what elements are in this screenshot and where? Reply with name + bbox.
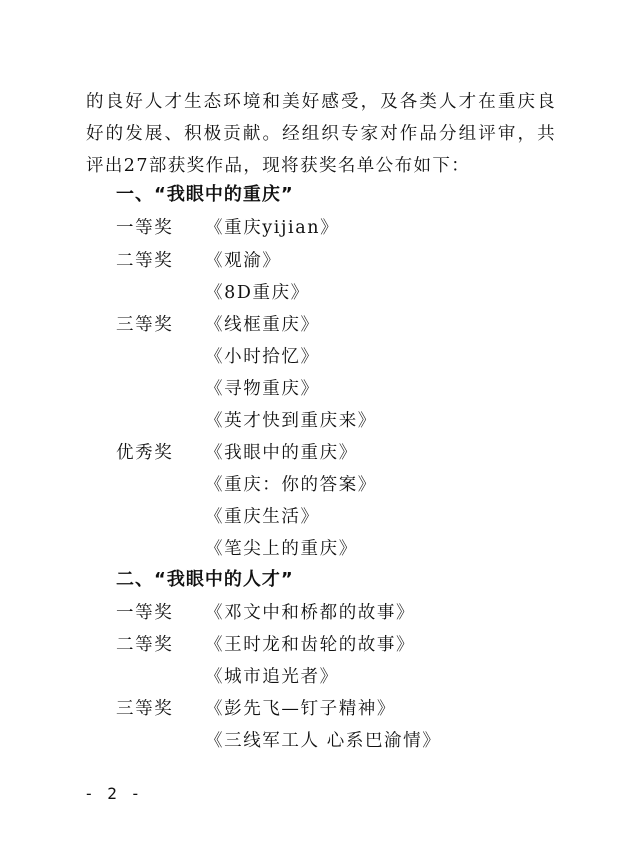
- work-title: 《彭先飞—钉子精神》: [205, 699, 396, 719]
- award-level: 优秀奖: [116, 443, 174, 463]
- award-level: 二等奖: [116, 635, 174, 655]
- work-title: 《邓文中和桥都的故事》: [205, 603, 416, 623]
- award-entry: [0, 472, 628, 498]
- section-heading: 一、“我眼中的重庆”: [116, 184, 294, 205]
- award-entry: [0, 696, 628, 722]
- award-entry: [0, 728, 628, 754]
- work-title: 《重庆：你的答案》: [205, 475, 377, 495]
- award-entry: [0, 280, 628, 306]
- page-number: - 2 -: [84, 784, 143, 803]
- work-title: 《三线军工人 心系巴渝情》: [205, 731, 442, 751]
- award-entry: [0, 632, 628, 658]
- work-title: 《重庆yijian》: [205, 218, 340, 238]
- award-entry: [0, 344, 628, 370]
- award-level: 二等奖: [116, 251, 174, 271]
- work-title: 《小时拾忆》: [205, 347, 320, 367]
- work-title: 《线框重庆》: [205, 315, 320, 335]
- work-title: 《8D重庆》: [205, 283, 310, 303]
- work-title: 《寻物重庆》: [205, 379, 320, 399]
- award-entry: [0, 215, 628, 241]
- work-title: 《我眼中的重庆》: [205, 443, 358, 463]
- award-entry: [0, 440, 628, 466]
- award-entry: [0, 600, 628, 626]
- work-title: 《英才快到重庆来》: [205, 411, 377, 431]
- award-entry: [0, 312, 628, 338]
- work-title: 《重庆生活》: [205, 507, 320, 527]
- award-entry: [0, 248, 628, 274]
- award-entry: [0, 536, 628, 562]
- award-entry: [0, 664, 628, 690]
- award-level: 三等奖: [116, 699, 174, 719]
- award-level: 一等奖: [116, 218, 174, 238]
- award-entry: [0, 504, 628, 530]
- work-title: 《城市追光者》: [205, 667, 339, 687]
- section-heading: 二、“我眼中的人才”: [116, 569, 294, 590]
- work-title: 《笔尖上的重庆》: [205, 539, 358, 559]
- award-entry: [0, 408, 628, 434]
- intro-paragraph: 的良好人才生态环境和美好感受，及各类人才在重庆良好的发展、积极贡献。经组织专家对作品分组评审，共评出27部获奖作品，现将获奖名单公布如下：: [86, 92, 556, 176]
- work-title: 《王时龙和齿轮的故事》: [205, 635, 416, 655]
- work-title: 《观渝》: [205, 251, 282, 271]
- award-level: 一等奖: [116, 603, 174, 623]
- award-entry: [0, 376, 628, 402]
- award-level: 三等奖: [116, 315, 174, 335]
